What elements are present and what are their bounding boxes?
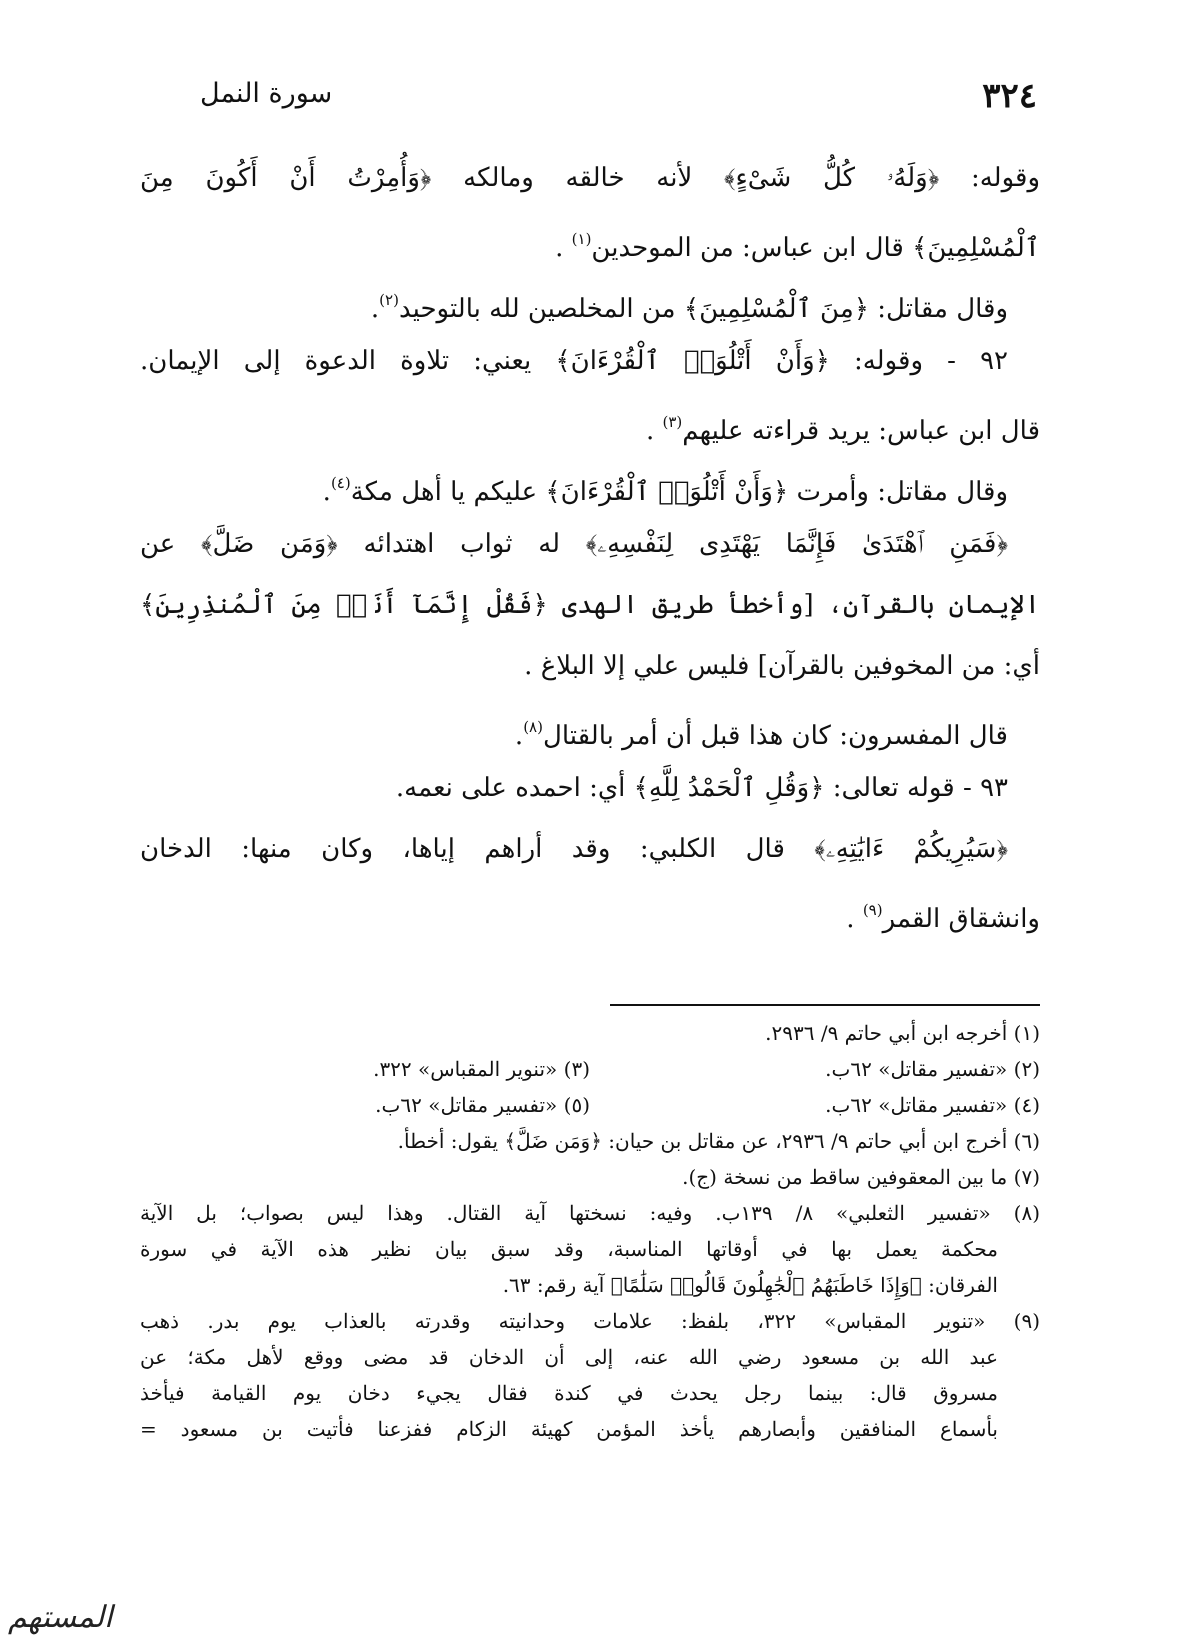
text-line-content: قال المفسرون: كان هذا قبل أن أمر بالقتال	[542, 721, 1008, 751]
text-line	[140, 636, 1040, 697]
footnote: (٤) «تفسير مقاتل» ٦٢ب.	[825, 1093, 1040, 1117]
footnote-line: عبد الله بن مسعود رضي الله عنه، إلى أن الدخان قد مضى ووقع لأهل مكة؛ عن	[140, 1345, 998, 1369]
footnote-line: الفرقان: ﴿وَإِذَا خَاطَبَهُمُ ٱلْجَٰهِلُونَ قَالُوا۟ سَلَٰمًا﴾ آية رقم: ٦٣.	[502, 1273, 998, 1297]
footnote-ref: (٣)	[662, 413, 683, 431]
text-line-content: ٩٣ - قوله تعالى: ﴿وَقُلِ ٱلْحَمْدُ لِلَّهِ﴾ أي: احمده على نعمه.	[395, 773, 1008, 803]
text-line: قال ابن عباس: يريد قراءته عليهم$^{(٣)}$ .	[645, 413, 1040, 446]
watermark-logo: المستهم	[8, 1600, 113, 1635]
footnote-pair	[140, 1087, 1040, 1123]
text-line-content: ﴿سَيُرِيكُمْ ءَايَٰتِهِۦ﴾ قال الكلبي: وقد أراهم إياها، وكان منها: الدخان	[140, 834, 1008, 864]
text-line-content: ﴿فَمَنِ ٱهْتَدَىٰ فَإِنَّمَا يَهْتَدِى لِنَفْسِهِۦ﴾ له ثواب اهتدائه ﴿وَمَن ضَلَّ﴾ عن	[140, 529, 1008, 559]
footnote-line: (٩) «تنوير المقباس» ٣٢٢، بلفظ: علامات وحدانيته وقدرته بالعذاب يوم بدر. ذهب	[140, 1309, 1040, 1333]
text-line-content: وقوله: ﴿وَلَهُۥ كُلُّ شَىْءٍ﴾ لأنه خالقه ومالكه ﴿وَأُمِرْتُ أَنْ أَكُونَ مِنَ	[140, 163, 1040, 193]
footnote-pair	[140, 1051, 1040, 1087]
footnote-ref: (١)	[571, 230, 592, 248]
text-line	[140, 575, 1040, 636]
footnote-line: مسروق قال: بينما رجل يحدث في كندة فقال يجيء دخان يوم القيامة فيأخذ	[140, 1381, 998, 1405]
text-line-content: الإيمان بالقرآن، [وأخطأ طريق الهدى ﴿فَقُلْ إِنَّمَآ أَنَا۠ مِنَ ٱلْمُنذِرِينَ﴾	[140, 590, 1040, 620]
footnote: (٣) «تنوير المقباس» ٣٢٢.	[373, 1057, 590, 1081]
footnote: (٢) «تفسير مقاتل» ٦٢ب.	[825, 1057, 1040, 1081]
text-line-content: وانشقاق القمر	[882, 904, 1040, 934]
text-line: قال المفسرون: كان هذا قبل أن أمر بالقتال$^{(٨)}$.	[514, 718, 1008, 751]
text-line	[140, 514, 1040, 575]
page-number: ٣٢٤	[982, 76, 1037, 116]
text-line-content: وقال مقاتل: وأمرت ﴿وَأَنْ أَتْلُوَا۟ ٱلْقُرْءَانَ﴾ عليكم يا أهل مكة	[350, 477, 1008, 507]
text-line-content: أي: من المخوفين بالقرآن] فليس علي إلا البلاغ .	[524, 651, 1040, 681]
running-header-surah: سورة النمل	[200, 78, 333, 109]
text-line: ٱلْمُسْلِمِينَ﴾ قال ابن عباس: من الموحدين$^{(١)}$ .	[555, 230, 1040, 263]
footnote: (٧) ما بين المعقوفين ساقط من نسخة (ج).	[682, 1165, 1040, 1189]
text-line	[140, 819, 1040, 880]
footnote: (١) أخرجه ابن أبي حاتم ٩/ ٢٩٣٦.	[765, 1021, 1040, 1045]
footnote-ref: (٤)	[330, 474, 351, 492]
text-line: وانشقاق القمر$^{(٩)}$ .	[846, 901, 1040, 934]
text-line-content: وقال مقاتل: ﴿مِنَ ٱلْمُسْلِمِينَ﴾ من المخلصين لله بالتوحيد	[398, 294, 1008, 324]
main-text	[140, 148, 1040, 941]
text-line	[140, 331, 1040, 392]
footnote-separator	[610, 1004, 1040, 1006]
text-line-content: قال ابن عباس: يريد قراءته عليهم	[682, 416, 1040, 446]
text-line: وقال مقاتل: ﴿مِنَ ٱلْمُسْلِمِينَ﴾ من المخلصين لله بالتوحيد$^{(٢)}$.	[370, 291, 1008, 324]
footnotes	[140, 1015, 1040, 1447]
footnote-ref: (٢)	[379, 291, 399, 309]
text-line	[140, 148, 1040, 209]
text-line-content: ٱلْمُسْلِمِينَ﴾ قال ابن عباس: من الموحدين	[591, 233, 1040, 263]
footnote: (٥) «تفسير مقاتل» ٦٢ب.	[375, 1093, 590, 1117]
text-line	[140, 758, 1040, 819]
footnote-line: (٨) «تفسير الثعلبي» ٨/ ١٣٩ب. وفيه: نسختها آية القتال. وهذا ليس بصواب؛ بل الآية	[140, 1201, 1040, 1225]
text-line-content: ٩٢ - وقوله: ﴿وَأَنْ أَتْلُوَا۟ ٱلْقُرْءَانَ﴾ يعني: تلاوة الدعوة إلى الإيمان.	[140, 346, 1008, 376]
footnote-ref: (٨)	[523, 718, 543, 736]
text-line: وقال مقاتل: وأمرت ﴿وَأَنْ أَتْلُوَا۟ ٱلْقُرْءَانَ﴾ عليكم يا أهل مكة$^{(٤)}$.	[322, 474, 1008, 507]
footnote-line: بأسماع المنافقين وأبصارهم يأخذ المؤمن كهيئة الزكام ففزعنا فأتيت بن مسعود =	[140, 1417, 998, 1441]
footnote-ref: (٩)	[862, 901, 883, 919]
footnote-line: محكمة يعمل بها في أوقاتها المناسبة، وقد سبق بيان نظير هذه الآية في سورة	[140, 1237, 998, 1261]
footnote: (٦) أخرج ابن أبي حاتم ٩/ ٢٩٣٦، عن مقاتل بن حيان: ﴿وَمَن ضَلَّ﴾ يقول: أخطأ.	[397, 1129, 1040, 1153]
